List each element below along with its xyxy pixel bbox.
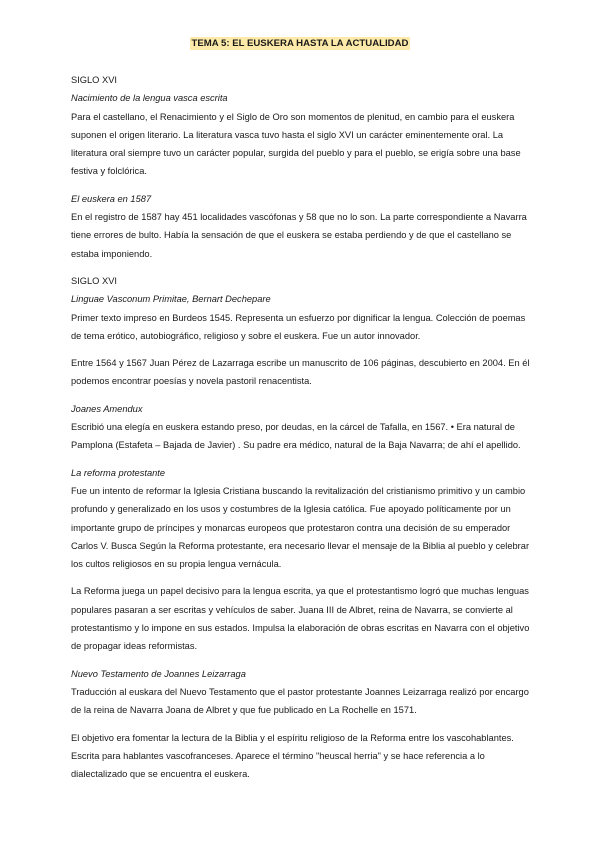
section-subheading: Nuevo Testamento de Joannes Leizarraga	[71, 668, 246, 679]
paragraph: En el registro de 1587 hay 451 localidades vascófonas y 58 que no lo son. La parte correspondiente a Navarra tiene errores de bulto. Había la sensación de que el euskera se estaba perdiendo y de que el castellano se estaba imponiendo.	[71, 212, 527, 259]
paragraph: Escribió una elegía en euskera estando preso, por deudas, en la cárcel de Tafalla, en 1567. • Era natural de Pamplona (Estafeta – Bajada de Javier) . Su padre era médico, natural de la Baja Navarra; de ahí el apellido.	[71, 422, 521, 451]
section-heading: SIGLO XVI	[71, 75, 117, 85]
page-title: TEMA 5: EL EUSKERA HASTA LA ACTUALIDAD	[191, 38, 409, 49]
paragraph: Fue un intento de reformar la Iglesia Cristiana buscando la revitalización del cristianismo primitivo y un cambio profundo y generalizado en los usos y costumbres de la Iglesia católica. Fue apoyado políticamente por un importante grupo de príncipes y monarcas europeos que protestaron contra una decisión de su emperador Carlos V. Busca Según la Reforma protestante, era necesario llevar el mensaje de la Biblia al pueblo y celebrar los cultos religiosos en su propia lengua vernácula.	[71, 485, 530, 570]
paragraph: El objetivo era fomentar la lectura de la Biblia y el espíritu religioso de la Reforma entre los vascohablantes. Escrita para hablantes vascofranceses. Aparece el término "heuscal herria" y se hace referencia a lo dialectalizado que se encuentra el euskera.	[71, 732, 514, 780]
section-subheading: El euskera en 1587	[71, 193, 152, 204]
paragraph: Para el castellano, el Renacimiento y el Siglo de Oro son momentos de plenitud, en cambio para el euskera suponen el origen literario. La literatura vasca tuvo hasta el siglo XVI un carácter eminentemente oral. La literatura oral siempre tuvo un carácter popular, surgida del pueblo y para el pueblo, se erigía sobre una base festiva y folclórica.	[71, 111, 521, 177]
section-heading: SIGLO XVI	[71, 275, 117, 286]
section-subheading: Linguae Vasconum Primitae, Bernart Dechepare	[71, 294, 271, 305]
paragraph: La Reforma juega un papel decisivo para la lengua escrita, ya que el protestantismo logró que muchas lenguas populares pasaran a ser escritas y vehículos de saber. Juana III de Albret, reina de Navarra, se convierte al protestantismo y lo impone en sus estados. Impulsa la elaboración de obras escritas en Navarra con el objetivo de propagar ideas reformistas.	[71, 586, 530, 652]
paragraph: Entre 1564 y 1567 Juan Pérez de Lazarraga escribe un manuscrito de 106 páginas, descubierto en 2004. En él podemos encontrar poesías y novela pastoril renacentista.	[71, 358, 530, 387]
section-subheading: Nacimiento de la lengua vasca escrita	[71, 93, 228, 104]
section-subheading: Joanes Amendux	[71, 403, 143, 414]
section-subheading: La reforma protestante	[71, 467, 166, 478]
paragraph: Traducción al euskara del Nuevo Testamento que el pastor protestante Joannes Leizarraga realizó por encargo de la reina de Navarra Joana de Albret y que fue publicado en La Rochelle en 1571.	[71, 686, 529, 716]
paragraph: Primer texto impreso en Burdeos 1545. Representa un esfuerzo por dignificar la lengua. Colección de poemas de tema erótico, autobiográfico, religioso y sobre el euskera. Fue un autor innovador.	[71, 312, 526, 341]
document-body	[71, 71, 531, 783]
